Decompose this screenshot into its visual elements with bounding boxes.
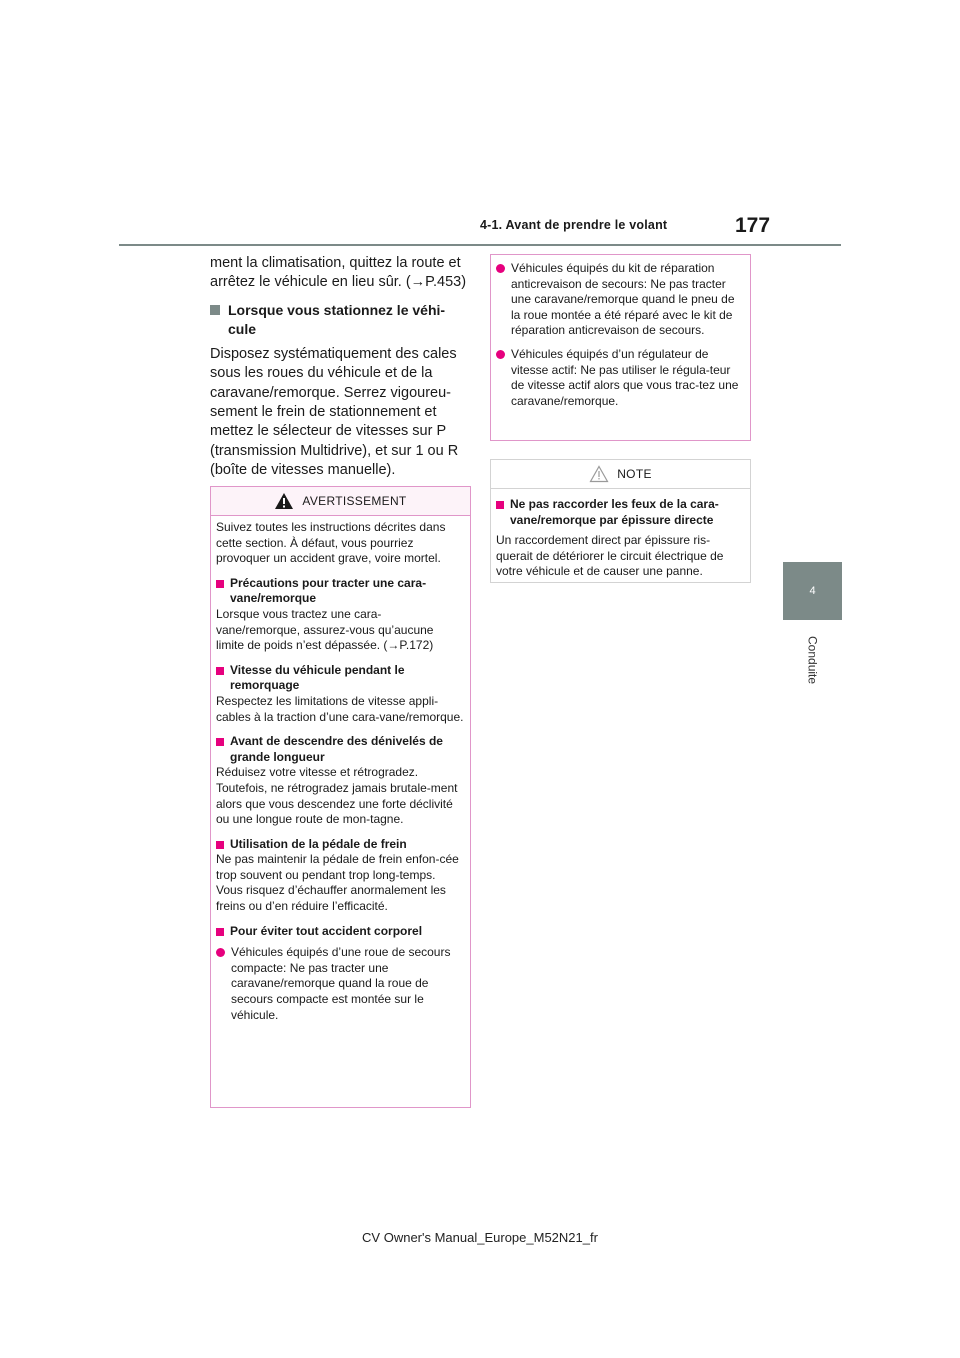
warning-box-continued [490, 254, 751, 441]
left-column [210, 254, 472, 481]
subheading-text: Lorsque vous stationnez le véhi-cule [228, 301, 446, 337]
chapter-tab [783, 562, 842, 620]
warning-box [210, 486, 471, 1108]
warning-bullet: Véhicules équipés du kit de réparation anticrevaison de secours: Ne pas tracter une caravane/remorque quand le pneu de la roue montée a été réparé avec le kit de réparation anticrevaison de secours. [496, 261, 744, 339]
warning-bullet: Véhicules équipés d’une roue de secours compacte: Ne pas tracter une caravane/remorque quand la roue de secours compacte est montée sur le véhicule. [216, 945, 464, 1023]
chapter-number: 4 [809, 585, 816, 597]
square-bullet-icon [496, 501, 504, 509]
square-bullet-icon [210, 305, 220, 315]
warning-intro: Suivez toutes les instructions décrites dans cette section. À défaut, vous pourriez provoquer un accident grave, voire mortel. [216, 520, 446, 566]
note-box [490, 459, 751, 583]
chapter-label [783, 625, 842, 695]
warning-section-heading: Pour éviter tout accident corporel [216, 924, 464, 940]
warning-title: AVERTISSEMENT [302, 494, 407, 508]
subheading [210, 301, 472, 339]
warning-section-heading: Utilisation de la pédale de frein [216, 837, 464, 853]
warning-section-heading: Précautions pour tracter une cara-vane/remorque [216, 576, 464, 607]
note-title: NOTE [617, 467, 652, 481]
round-bullet-icon [496, 264, 505, 273]
note-header [491, 460, 750, 489]
round-bullet-icon [496, 350, 505, 359]
footer-text: CV Owner's Manual_Europe_M52N21_fr [362, 1230, 598, 1245]
warning-header [211, 487, 470, 516]
warning-bullet: Véhicules équipés d’un régulateur de vitesse actif: Ne pas utiliser le régula-teur de vitesse actif alors que vous trac-tez une caravane/remorque. [496, 347, 744, 409]
note-heading: Ne pas raccorder les feux de la cara-vane/remorque par épissure directe [496, 497, 744, 528]
caution-triangle-icon [589, 465, 609, 483]
square-bullet-icon [216, 841, 224, 849]
warning-section-text: Ne pas maintenir la pédale de frein enfon-cée trop souvent ou pendant trop long-temps. Vous risquez d’échauffer anormalement les freins ou d’en réduire l’efficacité. [216, 852, 459, 914]
square-bullet-icon [216, 928, 224, 936]
note-text: Un raccordement direct par épissure ris-querait de détériorer le circuit électrique de votre véhicule et de causer une panne. [496, 533, 724, 579]
round-bullet-icon [216, 948, 225, 957]
warning-triangle-icon [274, 492, 294, 510]
square-bullet-icon [216, 738, 224, 746]
square-bullet-icon [216, 580, 224, 588]
section-title: 4-1. Avant de prendre le volant [480, 218, 668, 232]
body-paragraph-1: ment la climatisation, quittez la route et arrêtez le véhicule en lieu sûr. (→P.453) [210, 255, 467, 291]
page-number: 177 [735, 214, 771, 237]
header-rule [119, 244, 841, 246]
warning-section-heading: Vitesse du véhicule pendant le remorquage [216, 663, 464, 694]
square-bullet-icon [216, 667, 224, 675]
warning-section-heading: Avant de descendre des dénivelés de grande longueur [216, 734, 464, 765]
warning-section-text: Lorsque vous tractez une cara-vane/remorque, assurez-vous qu’aucune limite de poids n’est dépassée. (→P.172) [216, 606, 434, 653]
warning-section-text: Respectez les limitations de vitesse appli-cables à la traction d’une cara-vane/remorque. [216, 693, 464, 724]
body-paragraph-2: Disposez systématiquement des cales sous les roues du véhicule et de la caravane/remorque. Serrez vigoureu-sement le frein de stationnement et mettez le sélecteur de vitesses sur P (transmission Multidrive), et sur 1 ou R (boîte de vitesses manuelle). [210, 345, 459, 479]
chapter-label-text: Conduite [805, 635, 820, 685]
warning-section-text: Réduisez votre vitesse et rétrogradez. Toutefois, ne rétrogradez jamais brutale-ment alors que vous descendez une forte déclivité ou une longue route de mon-tagne. [216, 765, 458, 827]
